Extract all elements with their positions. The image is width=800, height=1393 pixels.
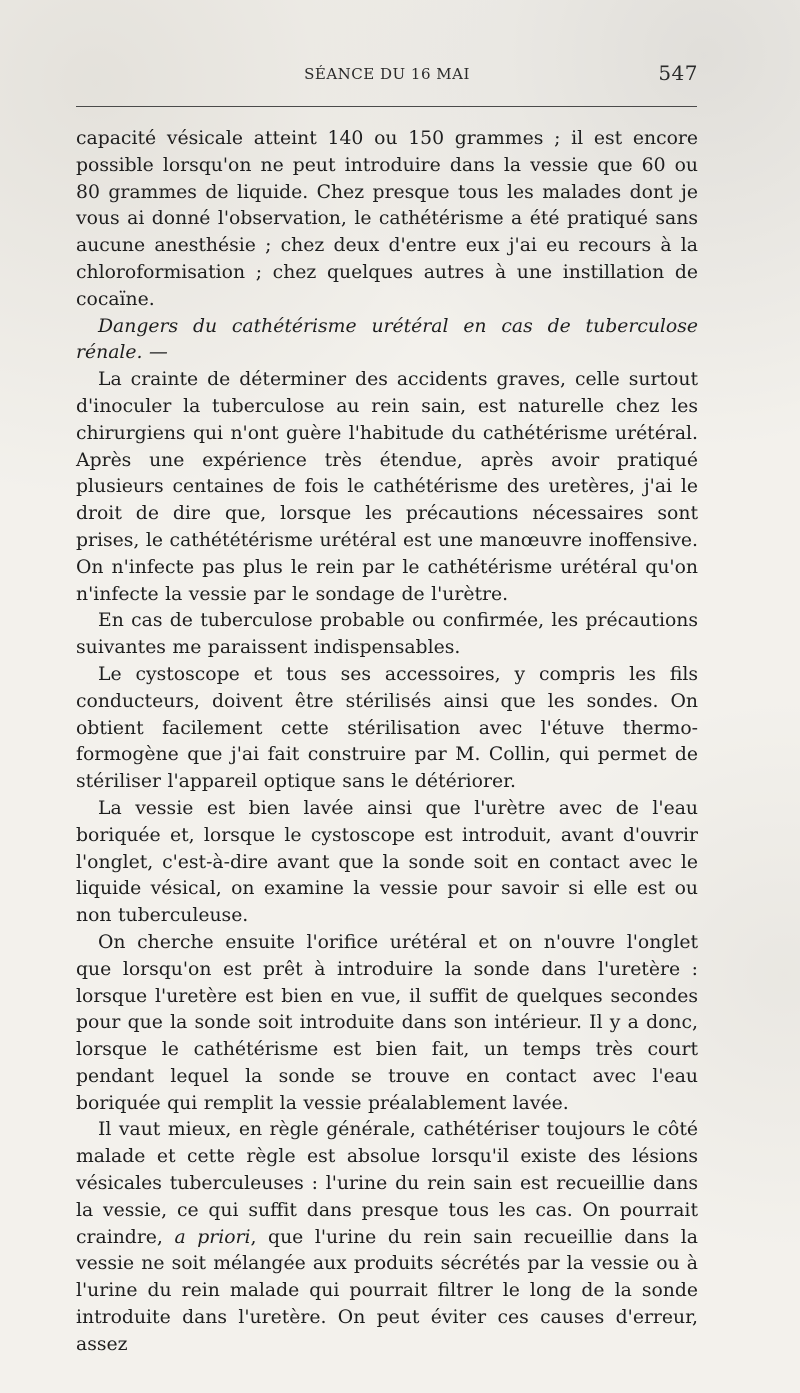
- paragraph-3: En cas de tuberculose probable ou confirmée, les précautions suivantes me paraissent indispensables.: [76, 610, 698, 659]
- running-title: SÉANCE DU 16 MAI: [304, 65, 470, 83]
- paragraph-1: capacité vésicale atteint 140 ou 150 grammes ; il est encore possible lorsqu'on ne peut introduire dans la vessie que 60 ou 80 grammes de liquide. Chez presque tous les malades dont je vous ai donné l'observation, le cathétérisme a été pratiqué sans aucune anesthésie ; chez deux d'entre eux j'ai eu recours à la chloroformisation ; chez quelques autres à une instillation de cocaïne.: [76, 128, 698, 310]
- paragraph-5: La vessie est bien lavée ainsi que l'urètre avec de l'eau boriquée et, lorsque le cystoscope est introduit, avant d'ouvrir l'onglet, c'est-à-dire avant que la sonde soit en contact avec le liquide vésical, on examine la vessie pour savoir si elle est ou non tuberculeuse.: [76, 797, 698, 927]
- paragraph-4: Le cystoscope et tous ses accessoires, y compris les fils conducteurs, doivent être stérilisés ainsi que les sondes. On obtient facilement cette stérilisation avec l'étuve thermo-formogène que j'ai fait construire par M. Collin, qui permet de stériliser l'appareil optique sans le détériorer.: [76, 663, 698, 793]
- body-text: [76, 126, 698, 1359]
- paragraph-2: La crainte de déterminer des accidents graves, celle surtout d'inoculer la tuberculose au rein sain, est naturelle chez les chirurgiens qui n'ont guère l'habitude du cathétérisme urétéral. Après une expérience très étendue, après avoir pratiqué plusieurs centaines de fois le cathétérisme des uretères, j'ai le droit de dire que, lorsque les précautions nécessaires sont prises, le cathététérisme urétéral est une manœuvre inoffensive. On n'infecte pas plus le rein par le cathétérisme urétéral qu'on n'infecte la vessie par le sondage de l'urètre.: [76, 369, 698, 605]
- paragraph-7-part-2: , que l'urine du rein sain recueillie dans la vessie ne soit mélangée aux produits sécrétés par la vessie ou à l'urine du rein malade qui pourrait filtrer le long de la sonde introduite dans l'uretère. On peut éviter ces causes d'erreur, assez: [76, 1226, 699, 1355]
- running-head: [76, 63, 698, 89]
- paragraph-7-part-1: Il vaut mieux, en règle générale, cathétériser toujours le côté malade et cette règle est absolue lorsqu'il existe des lésions vésicales tuberculeuses : l'urine du rein sain est recueillie dans la vessie, ce qui suffit dans presque tous les cas. On pourrait craindre,: [76, 1119, 698, 1248]
- section-heading: Dangers du cathétérisme urétéral en cas de tuberculose rénale. —: [76, 315, 698, 364]
- page-number: 547: [658, 61, 698, 85]
- paragraph-7: [76, 1117, 698, 1358]
- header-rule: [76, 106, 697, 107]
- paragraph-6: On cherche ensuite l'orifice urétéral et on n'ouvre l'onglet que lorsqu'on est prêt à introduire la sonde dans l'uretère : lorsque l'uretère est bien en vue, il suffit de quelques secondes pour que la sonde soit introduite dans son intérieur. Il y a donc, lorsque le cathétérisme est bien fait, un temps très court pendant lequel la sonde se trouve en contact avec l'eau boriquée qui remplit la vessie préalablement lavée.: [76, 931, 698, 1114]
- paragraph-7-italic-term: a priori: [174, 1226, 251, 1248]
